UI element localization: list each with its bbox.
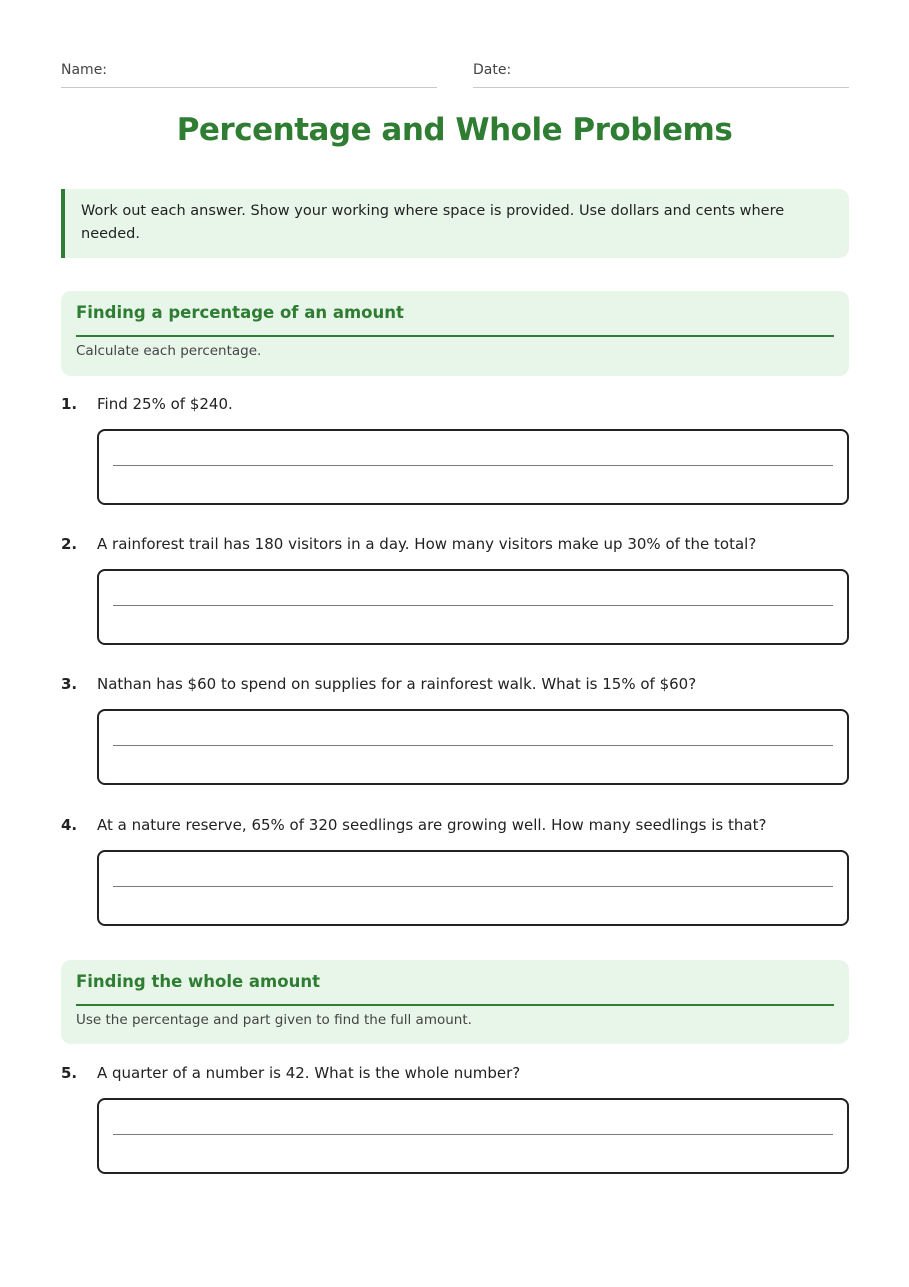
- answer-line: [113, 886, 833, 887]
- name-field[interactable]: [61, 60, 437, 88]
- question-number: 1.: [61, 395, 78, 413]
- answer-box[interactable]: [97, 1098, 849, 1174]
- answer-box[interactable]: [97, 429, 849, 505]
- section-subtitle: Calculate each percentage.: [76, 343, 262, 359]
- date-field[interactable]: [473, 60, 849, 88]
- question-number: 3.: [61, 675, 78, 693]
- section-title: Finding a percentage of an amount: [76, 303, 404, 322]
- question-text: Nathan has $60 to spend on supplies for a rainforest walk. What is 15% of $60?: [97, 675, 697, 693]
- student-info-row: [61, 60, 849, 88]
- question-number: 5.: [61, 1064, 78, 1082]
- answer-box[interactable]: [97, 850, 849, 926]
- section-divider: [76, 1004, 834, 1006]
- answer-box[interactable]: [97, 709, 849, 785]
- answer-line: [113, 465, 833, 466]
- question-text: A quarter of a number is 42. What is the whole number?: [97, 1064, 521, 1082]
- question-text: At a nature reserve, 65% of 320 seedlings are growing well. How many seedlings is that?: [97, 816, 767, 834]
- page-title: Percentage and Whole Problems: [176, 112, 733, 148]
- answer-line: [113, 745, 833, 746]
- section-subtitle: Use the percentage and part given to find the full amount.: [76, 1012, 472, 1028]
- question-number: 2.: [61, 535, 78, 553]
- answer-line: [113, 1134, 833, 1135]
- section-whole-amount: [61, 960, 849, 1044]
- answer-line: [113, 605, 833, 606]
- section-divider: [76, 335, 834, 337]
- section-percentage-of-amount: [61, 291, 849, 376]
- question-number: 4.: [61, 816, 78, 834]
- date-label: Date:: [473, 62, 512, 78]
- instructions-box: Work out each answer. Show your working where space is provided. Use dollars and cents where needed.: [61, 189, 849, 258]
- answer-box[interactable]: [97, 569, 849, 645]
- section-title: Finding the whole amount: [76, 972, 320, 991]
- question-text: Find 25% of $240.: [97, 395, 233, 413]
- question-text: A rainforest trail has 180 visitors in a day. How many visitors make up 30% of the total?: [97, 535, 757, 553]
- name-label: Name:: [61, 62, 108, 78]
